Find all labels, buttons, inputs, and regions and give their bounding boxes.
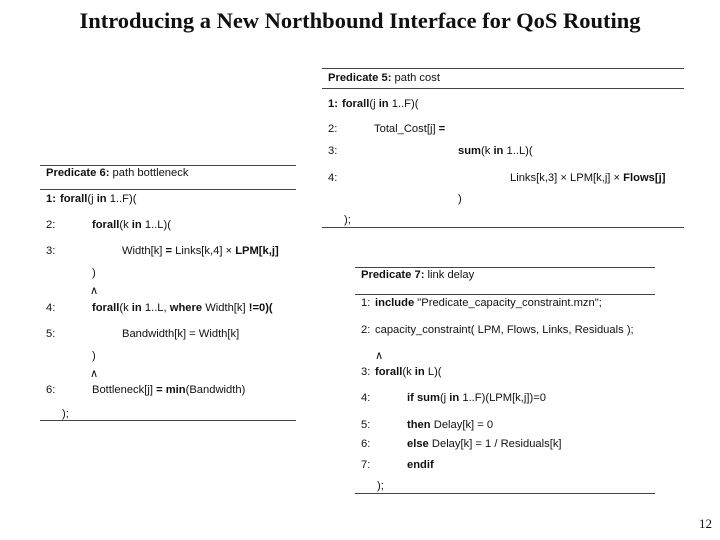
operator: = — [438, 123, 446, 135]
keyword: endif — [407, 459, 434, 471]
line-number: 3: — [46, 245, 56, 257]
keyword: forall — [60, 193, 88, 205]
header-rule — [40, 189, 296, 190]
code-text: (Bandwidth) — [185, 384, 246, 396]
line-number: 4: — [361, 392, 371, 404]
line-number: 1: — [361, 297, 371, 309]
code-text: ) — [458, 193, 462, 205]
predicate-name: path cost — [394, 72, 440, 84]
code-text: 1..F)( — [106, 193, 137, 205]
code-text: Bandwidth[k] = Width[k] — [122, 328, 240, 340]
predicate-name: link delay — [427, 269, 475, 281]
keyword: if sum — [407, 392, 440, 404]
code-text: 1..F)( — [388, 98, 419, 110]
predicate-label: Predicate 6: — [46, 167, 110, 179]
operator: = — [156, 384, 163, 396]
code-text: ) — [92, 267, 96, 279]
code-text: 1..L)( — [503, 145, 533, 157]
line-number: 2: — [361, 324, 371, 336]
keyword: sum — [458, 145, 482, 157]
keyword: in — [449, 392, 460, 404]
code-text: Flows[j] — [623, 172, 666, 184]
code-text: Width[k] — [202, 302, 249, 314]
code-text: Bottleneck[j] — [92, 384, 157, 396]
header-rule — [322, 88, 684, 89]
code-text: ) — [92, 350, 96, 362]
code-text: capacity_constraint( LPM, Flows, Links, Residuals ); — [375, 324, 634, 336]
keyword: forall — [375, 366, 403, 378]
line-number: 6: — [361, 438, 371, 450]
code-text: LPM[k,j] — [235, 245, 279, 257]
keyword: forall — [92, 302, 120, 314]
keyword: in — [131, 302, 142, 314]
line-number: 3: — [328, 145, 338, 157]
line-number: 6: — [46, 384, 56, 396]
operator: = — [165, 245, 173, 257]
line-number: 4: — [328, 172, 338, 184]
keyword: then — [407, 419, 431, 431]
code-text: (j — [439, 392, 450, 404]
keyword: else — [407, 438, 429, 450]
bottom-rule — [322, 227, 684, 228]
code-text: L)( — [424, 366, 442, 378]
code-text: 1..L, — [141, 302, 170, 314]
keyword: in — [131, 219, 142, 231]
code-text: (k — [402, 366, 415, 378]
keyword: in — [378, 98, 389, 110]
code-text: Total_Cost[j] — [374, 123, 439, 135]
page-number: 12 — [699, 516, 712, 531]
code-text: (j — [369, 98, 379, 110]
predicate-7-block — [355, 267, 655, 494]
logical-and: ∧ — [90, 368, 99, 380]
line-number: 4: — [46, 302, 56, 314]
bottom-rule — [355, 493, 655, 494]
top-rule — [322, 68, 684, 69]
header-rule — [355, 294, 655, 295]
keyword: in — [414, 366, 425, 378]
keyword: forall — [92, 219, 120, 231]
keyword: in — [493, 145, 504, 157]
code-text: (k — [119, 219, 132, 231]
keyword: include — [375, 297, 415, 309]
code-text: !=0)( — [248, 302, 273, 314]
code-text: 1..F)(LPM[k,j])=0 — [459, 392, 546, 404]
logical-and: ∧ — [375, 350, 384, 362]
keyword: forall — [342, 98, 370, 110]
line-number: 7: — [361, 459, 371, 471]
code-text: Links[k,4] × — [172, 245, 236, 257]
code-text: (j — [87, 193, 97, 205]
keyword: min — [165, 384, 186, 396]
code-text: ); — [344, 214, 351, 226]
predicate-6-block — [40, 165, 296, 421]
line-number: 2: — [328, 123, 338, 135]
line-number: 5: — [46, 328, 56, 340]
code-text: ); — [377, 480, 384, 492]
slide-title: Introducing a New Northbound Interface for QoS Routing — [79, 8, 641, 33]
code-text: Width[k] — [122, 245, 166, 257]
code-text: (k — [119, 302, 132, 314]
predicate-name: path bottleneck — [112, 167, 189, 179]
logical-and: ∧ — [90, 285, 99, 297]
line-number: 3: — [361, 366, 371, 378]
line-number: 2: — [46, 219, 56, 231]
line-number: 1: — [328, 98, 338, 110]
code-text: Links[k,3] × LPM[k,j] × — [510, 172, 624, 184]
keyword: where — [169, 302, 203, 314]
code-text: Delay[k] = 0 — [430, 419, 494, 431]
line-number: 1: — [46, 193, 56, 205]
predicate-label: Predicate 5: — [328, 72, 392, 84]
code-text: Delay[k] = 1 / Residuals[k] — [428, 438, 562, 450]
code-text: (k — [481, 145, 494, 157]
predicate-label: Predicate 7: — [361, 269, 425, 281]
code-text: 1..L)( — [141, 219, 171, 231]
code-text: ); — [62, 408, 69, 420]
bottom-rule — [40, 420, 296, 421]
predicate-5-block — [322, 68, 684, 228]
line-number: 5: — [361, 419, 371, 431]
keyword: in — [96, 193, 107, 205]
code-text: "Predicate_capacity_constraint.mzn"; — [414, 297, 602, 309]
